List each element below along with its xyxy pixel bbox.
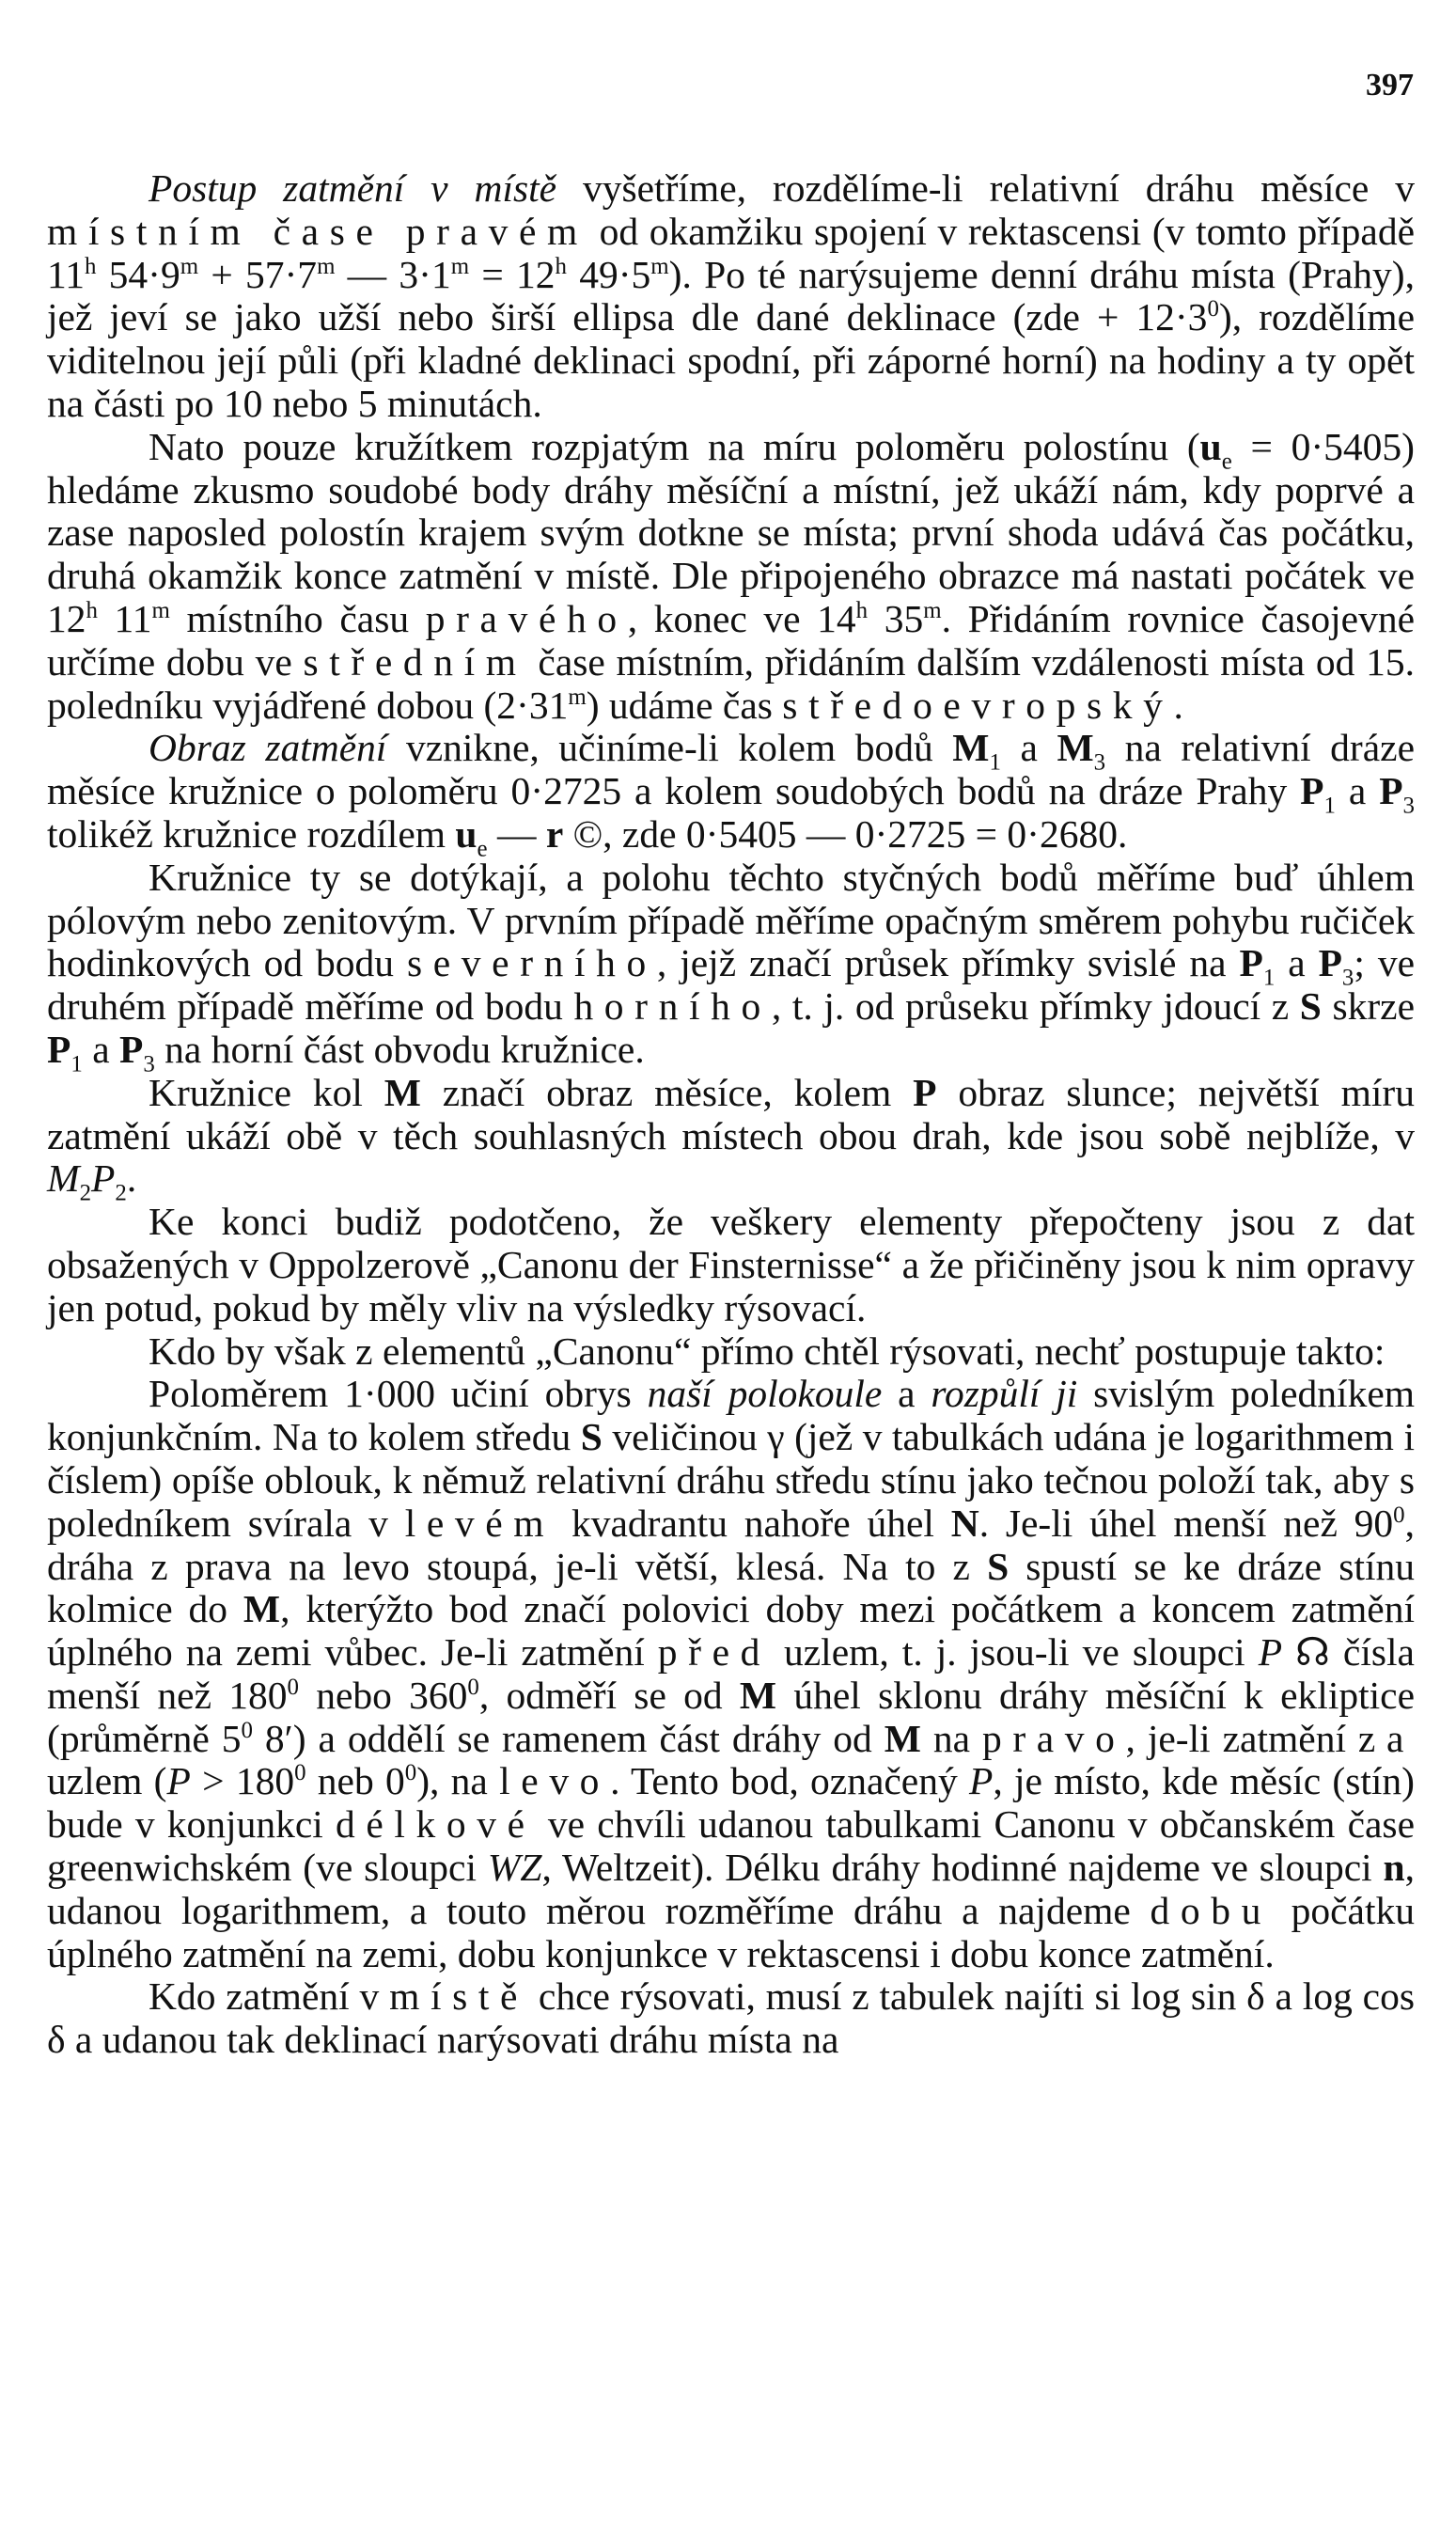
text-run: neb 0 — [305, 1759, 405, 1803]
text-run: pravo — [981, 1716, 1126, 1760]
text-run: h — [86, 598, 98, 624]
text-run: a — [82, 1027, 119, 1071]
text-run: vznikne, učiníme-li kolem bodů — [386, 726, 953, 770]
text-run: ; ve druhém případě měříme od bodu — [47, 941, 1416, 1029]
text-run: Ke konci budiž podotčeno, že veškery elementy přepočteny jsou z dat obsažených v Oppolzerově „Canonu der Finsternisse“ a že přičiněny jsou k nim opravy jen potud, pokud by měly vliv na výsledky rýsovací. — [47, 1200, 1415, 1329]
text-run: 3 — [1402, 793, 1415, 819]
text-run: a — [1335, 769, 1380, 813]
text-run: kvadrantu nahoře úhel — [555, 1501, 951, 1545]
text-run: rozpůlí — [931, 1372, 1041, 1416]
text-run: m — [317, 253, 336, 279]
text-run: uzlem ( — [47, 1759, 167, 1803]
paragraph-p4 — [47, 855, 1416, 1077]
text-run: + 57·7 — [198, 252, 318, 296]
text-run: h — [555, 253, 567, 279]
text-run: na horní část obvodu kružnice. — [154, 1027, 645, 1071]
text-run: tolikéž kružnice rozdílem — [47, 811, 456, 856]
text-run: nebo 360 — [298, 1673, 468, 1717]
text-run: M — [884, 1716, 921, 1760]
text-run: , jejž značí průsek přímky svislé na — [656, 941, 1240, 985]
text-run: délkové — [335, 1802, 536, 1847]
text-run: od okamžiku spojení v rektascensi (v tomto případě 11 — [47, 209, 1415, 296]
text-run: naší polokoule — [647, 1372, 883, 1416]
text-run: čase místním, přidáním dalším vzdálenosti místa od 15. poledníku vyjádřené dobou (2·31 — [47, 639, 1415, 727]
text-run: Obraz zatmění — [149, 726, 387, 770]
text-run: ). Po té narýsujeme denní dráhu místa (Prahy), jež jeví se jako užší nebo širší ellipsa dle dané deklinace (zde + 12·3 — [47, 252, 1415, 339]
text-run: veličinou γ (jež v tabulkách udána je logarithmem i číslem) opíše oblouk, k němuž relativní dráhu středu stínu jako tečnou položí tak, aby s poledníkem svírala v — [47, 1415, 1415, 1545]
text-run: , t. j. od průseku přímky jdoucí z — [771, 984, 1300, 1029]
text-run: e — [477, 836, 488, 862]
text-run: , kterýžto bod značí polovici doby mezi počátkem a koncem zatmění úplného na zemi vůbec. Je-li zatmění — [47, 1587, 1416, 1675]
text-run: místním čase pravém — [47, 209, 588, 253]
text-run: — — [487, 811, 546, 856]
text-run: dobu — [1150, 1888, 1272, 1932]
text-run: 3 — [1341, 965, 1354, 991]
text-run: ☊ čísla menší než 180 — [47, 1630, 1415, 1717]
text-run: značí obraz měsíce, kolem — [420, 1070, 914, 1114]
text-run: , udanou logarithmem, a touto měrou rozměříme dráhu a najdeme — [47, 1846, 1415, 1932]
text-run: 1 — [1323, 793, 1336, 819]
text-run: ), rozdělíme viditelnou její půli (při kladné deklinaci spodní, při záporné horní) na hodiny a ty opět na části po 10 nebo 5 minutách. — [47, 295, 1415, 425]
text-run: 54·9 — [96, 252, 180, 296]
text-run: m — [650, 253, 669, 279]
text-run: 0 — [287, 1675, 299, 1701]
paragraph-p9 — [47, 1975, 1415, 2062]
text-run: Kružnice ty se dotýkají, a polohu těchto styčných bodů měříme buď úhlem pólovým nebo zenitovým. V prvním případě měříme opačným směrem pohybu ručiček hodinkových od bodu — [47, 855, 1415, 985]
text-run: 0 — [1207, 296, 1219, 322]
text-run: > 180 — [190, 1759, 295, 1803]
text-run: m — [180, 253, 199, 279]
text-run: 0 — [467, 1675, 479, 1701]
text-run: u — [1199, 424, 1222, 468]
text-run: r — [545, 811, 564, 856]
text-run: P — [1239, 941, 1263, 985]
text-run: M — [243, 1587, 281, 1631]
text-run: ), na — [416, 1759, 500, 1803]
text-run: ©, zde 0·5405 — 0·2725 = 0·2680. — [563, 811, 1128, 856]
text-run: P — [166, 1759, 191, 1803]
text-run: 1 — [70, 1051, 83, 1077]
text-run: 3 — [143, 1051, 155, 1077]
text-run: m — [151, 598, 170, 624]
text-run: 35 — [868, 596, 924, 640]
text-run: severního — [407, 941, 657, 985]
paragraph-p3 — [47, 726, 1416, 862]
paragraph-p6 — [47, 1201, 1415, 1329]
text-run: Postup zatmění v místě — [149, 166, 557, 210]
text-run: místního času — [169, 596, 426, 640]
text-run: P — [1318, 941, 1342, 985]
text-run: m — [923, 598, 942, 624]
text-run: za — [1357, 1716, 1416, 1760]
text-run: u — [455, 811, 478, 856]
text-run: ) udáme čas — [586, 683, 783, 727]
text-run: svislým poledníkem konjunkčním. Na to kolem středu — [47, 1372, 1416, 1459]
text-run — [1040, 1372, 1056, 1415]
text-run: P — [969, 1759, 994, 1803]
text-run: . Je-li úhel menší než 90 — [978, 1501, 1394, 1545]
text-run: na — [920, 1716, 982, 1760]
text-run: ji — [1056, 1372, 1078, 1416]
text-run: vyšetříme, rozdělíme-li relativní dráhu měsíce v — [556, 166, 1415, 210]
text-run: Kružnice kol — [149, 1070, 384, 1114]
text-run: obraz slunce; největší míru zatmění ukáží obě v těch souhlasných místech obou drah, kde jsou sobě nejblíže, v — [47, 1070, 1415, 1157]
text-run: , odměří se od — [478, 1673, 740, 1717]
text-run: 0 — [294, 1760, 306, 1786]
text-run: Nato pouze kružítkem rozpjatým na míru poloměru polostínu ( — [149, 424, 1200, 468]
text-run: M — [952, 726, 990, 770]
paragraph-p1 — [47, 167, 1415, 426]
text-run: 2 — [115, 1180, 127, 1206]
text-run: skrze — [1321, 984, 1415, 1029]
text-run: — 3·1 — [335, 252, 451, 296]
text-run: 0 — [404, 1760, 417, 1786]
text-run: 0 — [1393, 1502, 1405, 1528]
page-number: 397 — [1366, 68, 1414, 102]
text-run: 1 — [989, 749, 1001, 776]
text-run: S — [1299, 984, 1322, 1029]
text-run: P — [1300, 769, 1324, 813]
text-run: pravého — [425, 596, 628, 640]
text-run: a — [1000, 726, 1057, 770]
text-run: WZ — [487, 1846, 542, 1890]
text-run: = 12 — [469, 252, 556, 296]
text-run: P — [91, 1156, 116, 1201]
text-run: S — [987, 1544, 1010, 1588]
text-run: uzlem, t. j. jsou-li ve sloupci — [771, 1630, 1259, 1675]
text-run: před — [657, 1630, 772, 1675]
text-run: . — [1173, 683, 1183, 727]
paragraph-p7 — [47, 1330, 1415, 1374]
text-run: n — [1383, 1846, 1405, 1890]
text-run: P — [913, 1070, 937, 1114]
text-run: e — [1221, 448, 1232, 475]
text-run: , konec ve 14 — [627, 596, 856, 640]
text-run: . Přidáním rovnice časojevné určíme dobu ve — [47, 596, 1415, 684]
text-run: na relativní dráze měsíce kružnice o poloměru 0·2725 a kolem soudobých bodů na dráze Prahy — [47, 726, 1416, 813]
text-run: místě — [389, 1974, 529, 2019]
text-run: P — [47, 1027, 71, 1071]
text-run: 3 — [1093, 749, 1106, 776]
text-run: h — [84, 253, 97, 279]
text-run: N — [950, 1501, 979, 1545]
text-run: 11 — [97, 596, 152, 640]
text-run: středním — [303, 639, 527, 684]
text-run: a — [882, 1372, 932, 1416]
text-run: počátku úplného zatmění na zemi, dobu konjunkce v rektascensi i dobu konce zatmění. — [47, 1888, 1415, 1975]
text-run: P — [1258, 1630, 1283, 1675]
text-run: spustí se ke dráze stínu kolmice do — [47, 1544, 1416, 1631]
text-run: horního — [573, 984, 772, 1029]
text-run: středoevropský — [782, 683, 1174, 727]
text-run: 1 — [1262, 965, 1276, 991]
text-run: , je-li zatmění — [1125, 1716, 1358, 1760]
text-run: h — [855, 598, 869, 624]
text-run: m — [450, 253, 470, 279]
text-run: levém — [404, 1501, 556, 1545]
text-run: 0 — [241, 1717, 253, 1743]
text-run: levo — [499, 1759, 611, 1803]
text-run: ve chvíli udanou tabulkami Canonu v občanském čase greenwichském (ve sloupci — [47, 1802, 1415, 1890]
text-run: , je místo, kde měsíc (stín) bude v konjunkci — [47, 1759, 1415, 1847]
text-run: 8′) a oddělí se ramenem část dráhy od — [252, 1716, 885, 1760]
text-run: . — [126, 1156, 137, 1201]
paragraph-p2 — [47, 426, 1415, 728]
text-run: 49·5 — [566, 252, 651, 296]
text-run: a — [1275, 941, 1319, 985]
text-run: P — [118, 1027, 144, 1071]
text-run: M — [739, 1673, 777, 1717]
text-run: P — [1379, 769, 1403, 813]
body-text — [47, 167, 1415, 2062]
text-run: Poloměrem 1·000 učiní obrys — [149, 1372, 648, 1416]
text-run: . Tento bod, označený — [610, 1759, 969, 1803]
text-run: M — [1057, 726, 1094, 770]
paragraph-p8 — [47, 1373, 1415, 1975]
text-run: S — [580, 1415, 603, 1459]
text-run: Kdo zatmění v — [149, 1974, 390, 2019]
text-run: Kdo by však z elementů „Canonu“ přímo chtěl rýsovati, nechť postupuje takto: — [149, 1329, 1386, 1373]
text-run: M — [47, 1156, 80, 1201]
text-run: = 0·5405) hledáme zkusmo soudobé body dráhy měsíční a místní, jež ukáží nám, kdy poprvé a zase naposled polostín krajem svým dotkne se místa; první shoda udává čas počátku, druhá okamžik konce zatmění v místě. Dle připojeného obrazce má nastati počátek ve 12 — [47, 424, 1415, 640]
text-run: M — [384, 1070, 421, 1114]
text-run: , Weltzeit). Délku dráhy hodinné najdeme ve sloupci — [541, 1846, 1384, 1890]
text-run: m — [568, 684, 587, 710]
text-run: chce rýsovati, musí z tabulek najíti si log sin δ a log cos δ a udanou tak deklinací narýsovati dráhu místa na — [47, 1974, 1415, 2062]
text-run: úhel sklonu dráhy měsíční k ekliptice (průměrně 5 — [47, 1673, 1416, 1760]
paragraph-p5 — [47, 1070, 1415, 1206]
text-run: , dráha z prava na levo stoupá, je-li větší, klesá. Na to z — [47, 1501, 1415, 1588]
text-run: 2 — [79, 1180, 92, 1206]
